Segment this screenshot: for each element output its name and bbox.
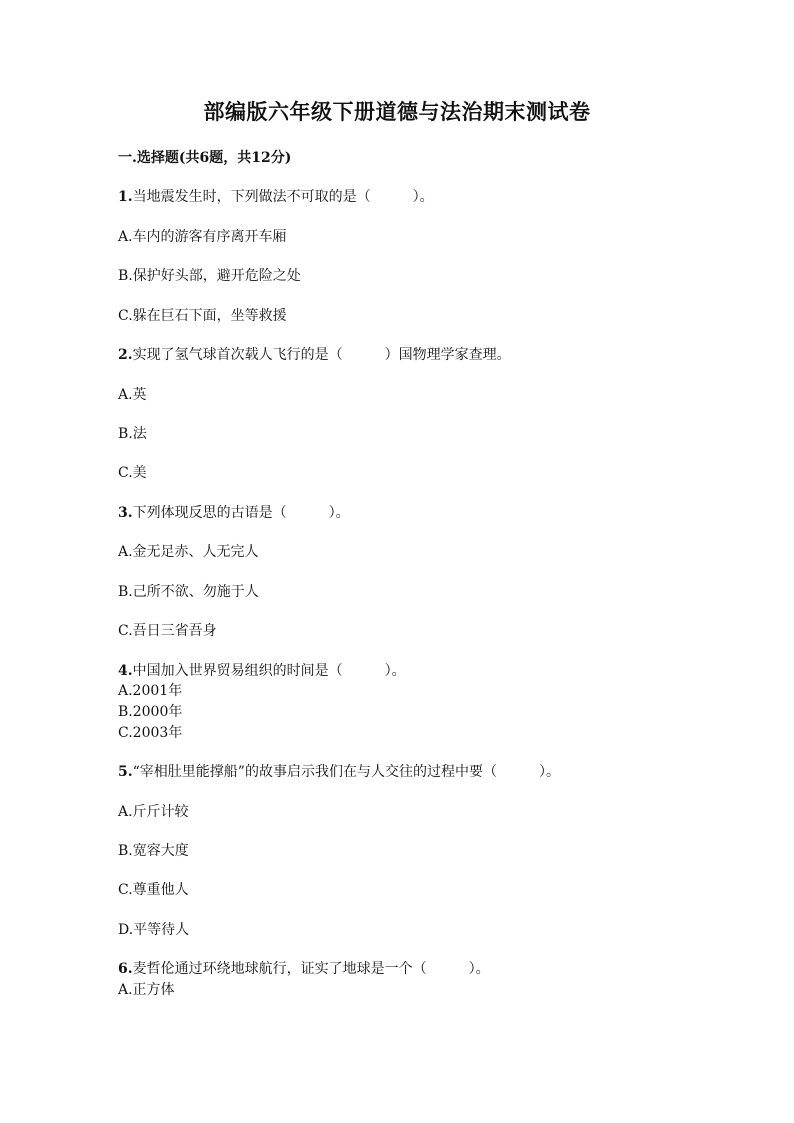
option: B.宽容大度 — [118, 843, 189, 859]
question-text: “宰相肚里能撑船”的故事启示我们在与人交往的过程中要（ ）。 — [132, 764, 560, 780]
question-number: 4. — [118, 663, 133, 679]
question-5 — [118, 761, 560, 781]
question-1 — [118, 186, 434, 206]
option: A.正方体 — [118, 982, 175, 998]
question-number: 2. — [118, 347, 133, 363]
option: B.法 — [118, 426, 147, 442]
option: A.车内的游客有序离开车厢 — [118, 229, 287, 245]
option: D.平等待人 — [118, 922, 190, 938]
option: A.2001年 — [118, 683, 183, 699]
option: C.美 — [118, 465, 147, 481]
question-number: 5. — [118, 764, 133, 780]
question-text: 中国加入世界贸易组织的时间是（ ）。 — [132, 663, 406, 679]
question-number: 1. — [118, 189, 133, 205]
option: B.己所不欲、勿施于人 — [118, 584, 259, 600]
question-number: 6. — [118, 961, 133, 977]
question-text: 下列体现反思的古语是（ ）。 — [132, 505, 350, 521]
option: C.尊重他人 — [118, 882, 189, 898]
question-text: 当地震发生时，下列做法不可取的是（ ）。 — [132, 189, 434, 205]
question-6 — [118, 958, 490, 978]
option: A.英 — [118, 387, 147, 403]
question-number: 3. — [118, 505, 133, 521]
option: C.2003年 — [118, 725, 183, 741]
question-2 — [118, 344, 511, 364]
option: A.金无足赤、人无完人 — [118, 544, 259, 560]
question-4 — [118, 660, 406, 680]
option: C.躲在巨石下面，坐等救援 — [118, 308, 287, 324]
question-text: 麦哲伦通过环绕地球航行，证实了地球是一个（ ）。 — [132, 961, 490, 977]
question-text: 实现了氢气球首次载人飞行的是（ ）国物理学家查理。 — [132, 347, 511, 363]
section-heading: 一.选择题(共6题，共12分) — [118, 150, 292, 166]
option: C.吾日三省吾身 — [118, 623, 217, 639]
option: B.2000年 — [118, 704, 183, 720]
option: B.保护好头部，避开危险之处 — [118, 268, 301, 284]
page-title: 部编版六年级下册道德与法治期末测试卷 — [203, 99, 591, 124]
question-3 — [118, 502, 350, 522]
option: A.斤斤计较 — [118, 804, 189, 820]
